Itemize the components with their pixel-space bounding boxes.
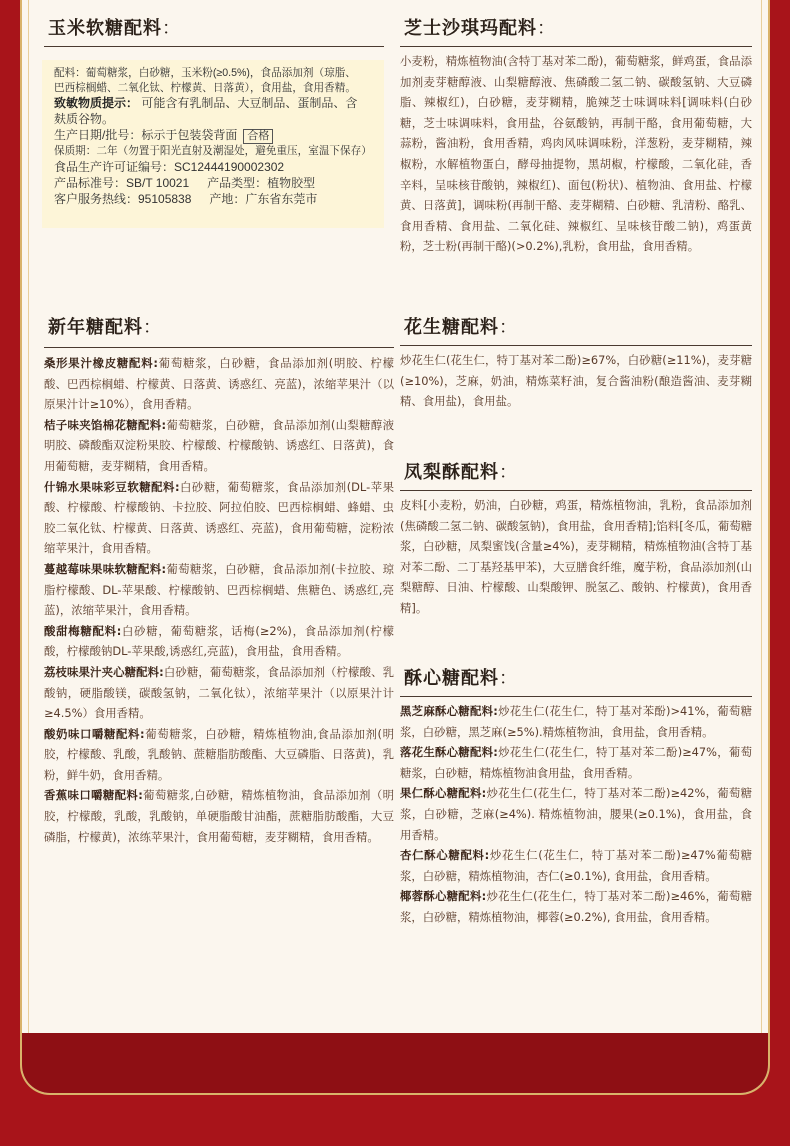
peanut-candy-text: 炒花生仁(花生仁，特丁基对苯二酚)≥67%，白砂糖(≥11%)，麦芽糖(≥10%)，芝麻，奶油，精炼菜籽油，复合酱油粉(酿造酱油、麦芽糊精、食用盐)，食用盐。 <box>400 353 752 409</box>
bottom-band <box>22 1033 768 1093</box>
peanut-candy-section <box>400 313 752 412</box>
corn-candy-label <box>42 60 384 228</box>
new-year-item-8: 香蕉味口嚼糖配料:葡萄糖浆,白砂糖，精炼植物油，食品添加剂（明胶，柠檬酸，乳酸，乳酸钠，单硬脂酸甘油酯，蔗糖脂肪酸酯，大豆磷脂，柠檬黄)，浓练苹果汁，食用葡萄糖，麦芽糊精，食用香精。 <box>44 788 394 844</box>
label-allergen-cont: 麸质谷物。 <box>54 112 115 126</box>
crisp-candy-section <box>400 664 752 928</box>
crisp-candy-title: 酥心糖配料： <box>400 664 752 697</box>
crisp-item-3: 果仁酥心糖配料:炒花生仁(花生仁，特丁基对苯二酚)≥42%，葡萄糖浆，白砂糖，芝麻(≥4%). 精炼植物油，腰果(≥0.1%)，食用盐，食用香精。 <box>400 786 752 842</box>
cheese-sachima-text: 小麦粉，精炼植物油(含特丁基对苯二酚)，葡萄糖浆，鲜鸡蛋，食品添加剂麦芽糖醇液、山梨糖醇液、焦磷酸二氢二钠、碳酸氢钠、大豆磷脂、辣椒红)，白砂糖，麦芽糊精，脆辣芝士味调味料[调味料(白砂糖，芝士味调味料，食用盐，谷氨酸钠，再制干酪，食用葡萄糖，大蒜粉，酱油粉，食用香精，鸡肉风味调味粉，洋葱粉，麦芽糊精，辣椒粉，水解植物蛋白，酵母抽提物，黑胡椒，柠檬酸，二氧化硅，香辛料，呈味核苷酸钠，辣椒红)、面包(粉状)、植物油、食用盐、柠檬黄、日落黄]，调味粉(再制干酪、麦芽糊精、白砂糖、乳清粉、酪乳、食用香精、食用盐、二氧化硅、辣椒红、呈味核苷酸二钠)，鸡蛋黄粉，芝士粉(再制干酪)(>0.2%),乳粉，食用盐，食用香精。 <box>400 54 752 254</box>
new-year-item-1: 桑形果汁橡皮糖配料:葡萄糖浆，白砂糖，食品添加剂(明胶、柠檬酸、巴西棕榈蜡、柠檬黄、日落黄、诱惑红、亮蓝)，浓缩苹果汁（以原果汁计≥10%），食用香精。 <box>44 356 394 412</box>
cheese-sachima-title: 芝士沙琪玛配料： <box>400 14 752 47</box>
new-year-item-6: 荔枝味果汁夹心糖配料:白砂糖，葡萄糖浆，食品添加剂（柠檬酸、乳酸钠，硬脂酸镁，碳酸氢钠，二氧化钛），浓缩苹果汁（以原果汁计≥4.5%）食用香精。 <box>44 664 394 721</box>
new-year-candy-title: 新年糖配料： <box>48 317 162 338</box>
crisp-item-2: 落花生酥心糖配料:炒花生仁(花生仁，特丁基对苯二酚)≥47%，葡萄糖浆，白砂糖，精炼植物油食用盐，食用香精。 <box>400 745 752 780</box>
crisp-item-1: 黑芝麻酥心糖配料:炒花生仁(花生仁，特丁基对苯酚)>41%，葡萄糖浆，白砂糖，黑芝麻(≥5%).精炼植物油，食用盐，食用香精。 <box>400 704 752 739</box>
label-license: 食品生产许可证编号：SC12444190002302 <box>54 159 285 174</box>
label-ingredients-line-2: 巴西棕榈蜡、二氧化钛、柠檬黄、日落黄），食用盐，食用香精。 <box>54 81 356 94</box>
pineapple-cake-section <box>400 458 752 619</box>
new-year-item-3: 什锦水果味彩豆软糖配料:白砂糖，葡萄糖浆，食品添加剂(DL-苹果酸、柠檬酸、柠檬酸钠、卡拉胶、阿拉伯胶、巴西棕榈蜡、蜂蜡、虫胶二氧化钛、柠檬黄、日落黄、诱惑红、亮蓝)，食用葡萄糖，淀粉浓缩苹果汁，食用香精。 <box>44 479 394 556</box>
crisp-item-4: 杏仁酥心糖配料:炒花生仁(花生仁，特丁基对苯二酚)≥47%葡萄糖浆，白砂糖，精炼植物油，杏仁(≥0.1%), 食用盐，食用香精。 <box>400 848 752 883</box>
pineapple-cake-text: 皮料[小麦粉，奶油，白砂糖，鸡蛋，精炼植物油，乳粉，食品添加剂(焦磷酸二氢二钠、碳酸氢钠)，食用盐，食用香精];馅料[冬瓜，葡萄糖浆，白砂糖，凤梨蜜饯(含量≥4%)，麦芽糊精，精炼植物油(含特丁基对苯二酚、二丁基羟基甲苯)，大豆膳食纤维，魔芋粉，食品添加剂(山梨糖醇、日油、柠檬酸、山梨酸钾、脱氢乙、酸钠、柠檬黄)，食用香精]。 <box>400 498 752 615</box>
label-shelf-life: 保质期：二年（勿置于阳光直射及潮湿处，避免重压，室温下保存） <box>54 145 372 157</box>
new-year-candy-section <box>44 313 394 847</box>
corn-candy-section <box>44 14 384 47</box>
label-hotline: 客户服务热线：95105838 产地：广东省东莞市 <box>54 191 318 206</box>
peanut-candy-title: 花生糖配料： <box>400 313 752 346</box>
crisp-item-5: 椰蓉酥心糖配料:炒花生仁(花生仁，特丁基对苯二酚)≥46%，葡萄糖浆，白砂糖，精炼植物油，椰蓉(≥0.2%), 食用盐，食用香精。 <box>400 889 752 924</box>
qualified-stamp: 合格 <box>243 129 273 144</box>
new-year-item-5: 酸甜梅糖配料:白砂糖，葡萄糖浆，话梅(≥2%)，食品添加剂(柠檬酸，柠檬酸钠DL-苹果酸,诱惑红,亮蓝)，食用盐，食用香精。 <box>44 623 394 659</box>
cheese-sachima-section <box>400 14 752 257</box>
label-standard: 产品标准号：SB/T 10021 产品类型：植物胶型 <box>54 175 316 190</box>
new-year-item-2: 桔子味夹馅棉花糖配料:葡萄糖浆，白砂糖，食品添加剂(山梨糖醇液明胶、磷酸酯双淀粉果胶、柠檬酸、柠檬酸钠、诱惑红、日落黄)，食用葡萄糖，麦芽糊精，食用香精。 <box>44 417 394 473</box>
new-year-item-7: 酸奶味口嚼糖配料:葡萄糖浆，白砂糖，精炼植物油,食品添加剂(明胶，柠檬酸、乳酸，乳酸钠、蔗糖脂肪酸酯、大豆磷脂、日落黄)，乳粉，鲜牛奶，食用香精。 <box>44 726 394 782</box>
new-year-item-4: 蔓越莓味果味软糖配料:葡萄糖浆，白砂糖，食品添加剂(卡拉胶、琼脂柠檬酸、DL-苹果酸、柠檬酸钠、巴西棕榈蜡、焦糖色、诱惑红,亮蓝)，浓缩苹果汁，食用香精。 <box>44 561 394 618</box>
pineapple-cake-title: 凤梨酥配料： <box>400 458 752 491</box>
label-allergen: 致敏物质提示： 可能含有乳制品、大豆制品、蛋制品、含 <box>54 96 358 110</box>
label-production: 生产日期/批号：标示于包装袋背面 合格 <box>54 127 378 144</box>
corn-candy-title: 玉米软糖配料： <box>44 14 384 47</box>
label-ingredients-line-1: 配料：葡萄糖浆，白砂糖，玉米粉(≥0.5%)，食品添加剂（琼脂、 <box>54 67 356 79</box>
